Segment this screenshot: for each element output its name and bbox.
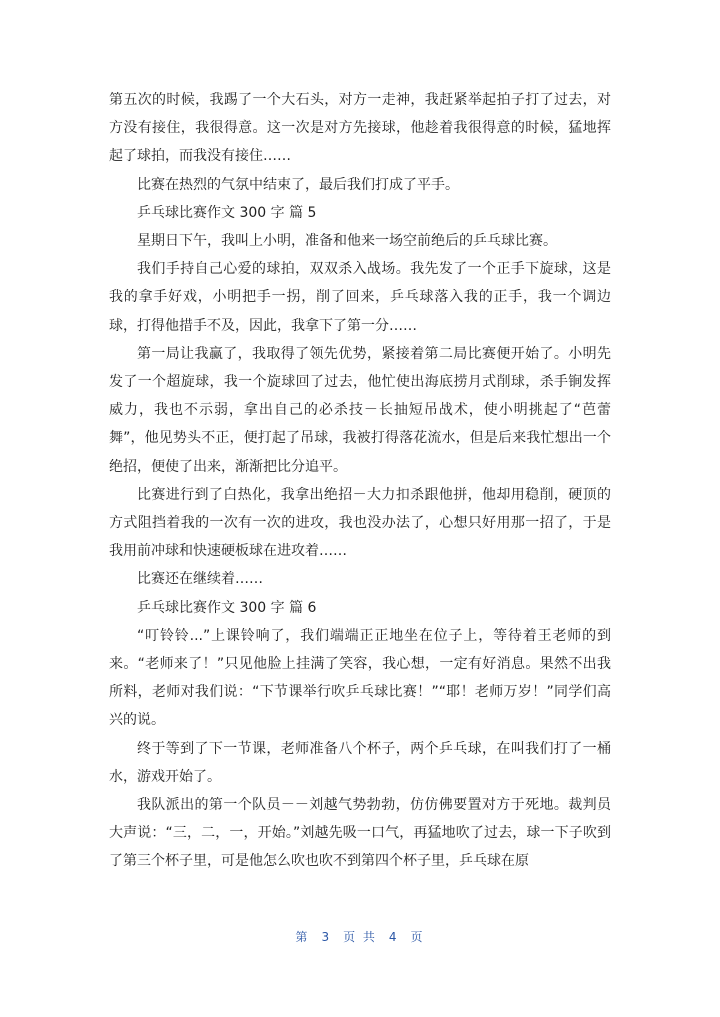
footer-middle: 页 共 [343,930,377,944]
paragraph: 比赛在热烈的气氛中结束了，最后我们打成了平手。 [137,176,459,193]
paragraph: 星期日下午，我叫上小明，准备和他来一场空前绝后的乒乓球比赛。 [137,233,557,250]
paragraph: 比赛进行到了白热化，我拿出绝招－大力扣杀跟他拼，他却用稳削，硬顶的方式阻挡着我的一次有一次的进攻，我也没办法了，心想只好用那一招了，于是我用前冲球和快速硬板球在进攻着…… [109,486,611,560]
section-heading: 乒乓球比赛作文 300 字 篇 5 [137,204,317,221]
total-page-count: 4 [388,930,399,944]
paragraph: 终于等到了下一节课，老师准备八个杯子，两个乒乓球，在叫我们打了一桶水，游戏开始了。 [109,740,611,785]
paragraph: 比赛还在继续着…… [137,571,263,588]
paragraph: “叮铃铃...”上课铃响了，我们端端正正地坐在位子上，等待着王老师的到来。“老师来了！”只见他脸上挂满了笑容，我心想，一定有好消息。果然不出我所料，老师对我们说：“下节课举行吹乒乓球比赛！”“耶！老师万岁！”同学们高兴的说。 [109,627,611,729]
document-body [109,86,611,876]
paragraph: 我队派出的第一个队员－－刘越气势勃勃，仿仿佛要置对方于死地。裁判员大声说：“三，二，一，开始。”刘越先吸一口气，再猛地吹了过去，球一下子吹到了第三个杯子里，可是他怎么吹也吹不到第四个杯子里，乒乓球在原 [109,797,611,870]
footer-suffix: 页 [410,930,425,944]
paragraph: 第五次的时候，我踢了一个大石头，对方一走神，我赶紧举起拍子打了过去，对方没有接住，我很得意。这一次是对方先接球，他趁着我很得意的时候，猛地挥起了球拍，而我没有接住…… [109,92,611,165]
paragraph: 第一局让我赢了，我取得了领先优势，紧接着第二局比赛便开始了。小明先发了一个超旋球，我一个旋球回了过去，他忙使出海底捞月式削球，杀手锏发挥威力，我也不示弱，拿出自己的必杀技－长抽短吊战术，使小明挑起了“芭蕾舞”，他见势头不正，便打起了吊球，我被打得落花流水，但是后来我忙想出一个绝招，便使了出来，渐渐把比分追平。 [109,345,611,475]
footer-prefix: 第 [295,930,310,944]
paragraph: 我们手持自己心爱的球拍，双双杀入战场。我先发了一个正手下旋球，这是我的拿手好戏，小明把手一拐，削了回来，乒乓球落入我的正手，我一个调边球，打得他措手不及，因此，我拿下了第一分…… [109,261,611,334]
section-heading: 乒乓球比赛作文 300 字 篇 6 [137,599,317,616]
page-footer [0,928,720,945]
current-page-number: 3 [321,930,332,944]
